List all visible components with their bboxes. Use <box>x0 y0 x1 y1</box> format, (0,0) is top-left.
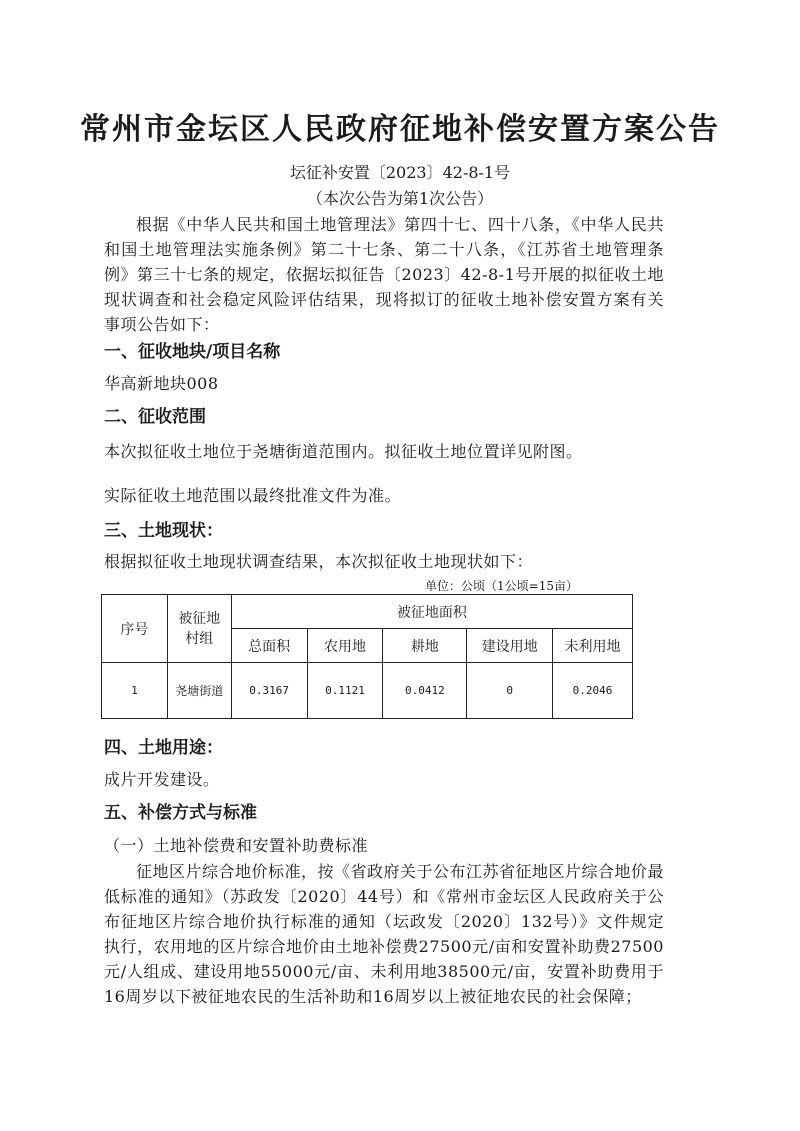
cell-total: 0.3167 <box>231 663 307 719</box>
intro-paragraph: 根据《中华人民共和国土地管理法》第四十七、四十八条，《中华人民共和国土地管理法实施条例》第二十七条、第二十八条，《江苏省土地管理条例》第三十七条的规定，依据坛拟征告〔2023〕42-8-1号开展的拟征收土地现状调查和社会稳定风险评估结果，现将拟订的征收土地补偿安置方案有关事项公告如下： <box>104 215 664 334</box>
cell-agricultural: 0.1121 <box>307 663 383 719</box>
section-3-heading: 三、土地现状： <box>104 521 223 541</box>
table-unit-note: 单位：公顷（1公顷=15亩） <box>425 579 578 593</box>
cell-village: 尧塘街道 <box>167 663 231 719</box>
cell-unused: 0.2046 <box>553 663 633 719</box>
header-seq: 序号 <box>102 595 168 663</box>
header-village: 被征地 村组 <box>167 595 231 663</box>
header-farmland: 耕地 <box>383 629 467 663</box>
section-1-text: 华高新地块008 <box>104 374 219 393</box>
section-2-text-1: 本次拟征收土地位于尧塘街道范围内。拟征收土地位置详见附图。 <box>104 442 583 461</box>
header-unused: 未利用地 <box>553 629 633 663</box>
document-number: 坛征补安置〔2023〕42-8-1号 <box>289 163 511 182</box>
section-4-text: 成片开发建设。 <box>104 770 220 789</box>
document-title: 常州市金坛区人民政府征地补偿安置方案公告 <box>80 112 720 147</box>
section-2-heading: 二、征收范围 <box>104 407 206 427</box>
section-5-heading: 五、补偿方式与标准 <box>104 803 257 823</box>
section-5-paragraph: 征地区片综合地价标准，按《省政府关于公布江苏省征地区片综合地价最低标准的通知》（苏政发〔2020〕44号）和《常州市金坛区人民政府关于公布征地区片综合地价执行标准的通知（坛政发〔2020〕132号）》文件规定执行，农用地的区片综合地价由土地补偿费27500元/亩和安置补助费27500元/人组成、建设用地55000元/亩、未利用地38500元/亩，安置补助费用于16周岁以下被征地农民的生活补助和16周岁以上被征地农民的社会保障； <box>104 862 665 1006</box>
section-3-text: 根据拟征收土地现状调查结果，本次拟征收土地现状如下： <box>104 552 534 571</box>
section-5-subheading: （一）土地补偿费和安置补助费标准 <box>104 836 369 855</box>
cell-farmland: 0.0412 <box>383 663 467 719</box>
section-2-text-2: 实际征收土地范围以最终批准文件为准。 <box>104 486 402 505</box>
cell-seq: 1 <box>102 663 168 719</box>
header-construction: 建设用地 <box>467 629 553 663</box>
table-row <box>102 663 633 719</box>
header-area-group: 被征地面积 <box>231 595 632 629</box>
header-agricultural: 农用地 <box>307 629 383 663</box>
section-4-heading: 四、土地用途： <box>104 738 223 758</box>
header-total: 总面积 <box>231 629 307 663</box>
notice-count: （本次公告为第1次公告） <box>306 189 494 208</box>
land-status-table <box>101 594 633 719</box>
cell-construction: 0 <box>467 663 553 719</box>
section-1-heading: 一、征收地块/项目名称 <box>104 342 281 362</box>
